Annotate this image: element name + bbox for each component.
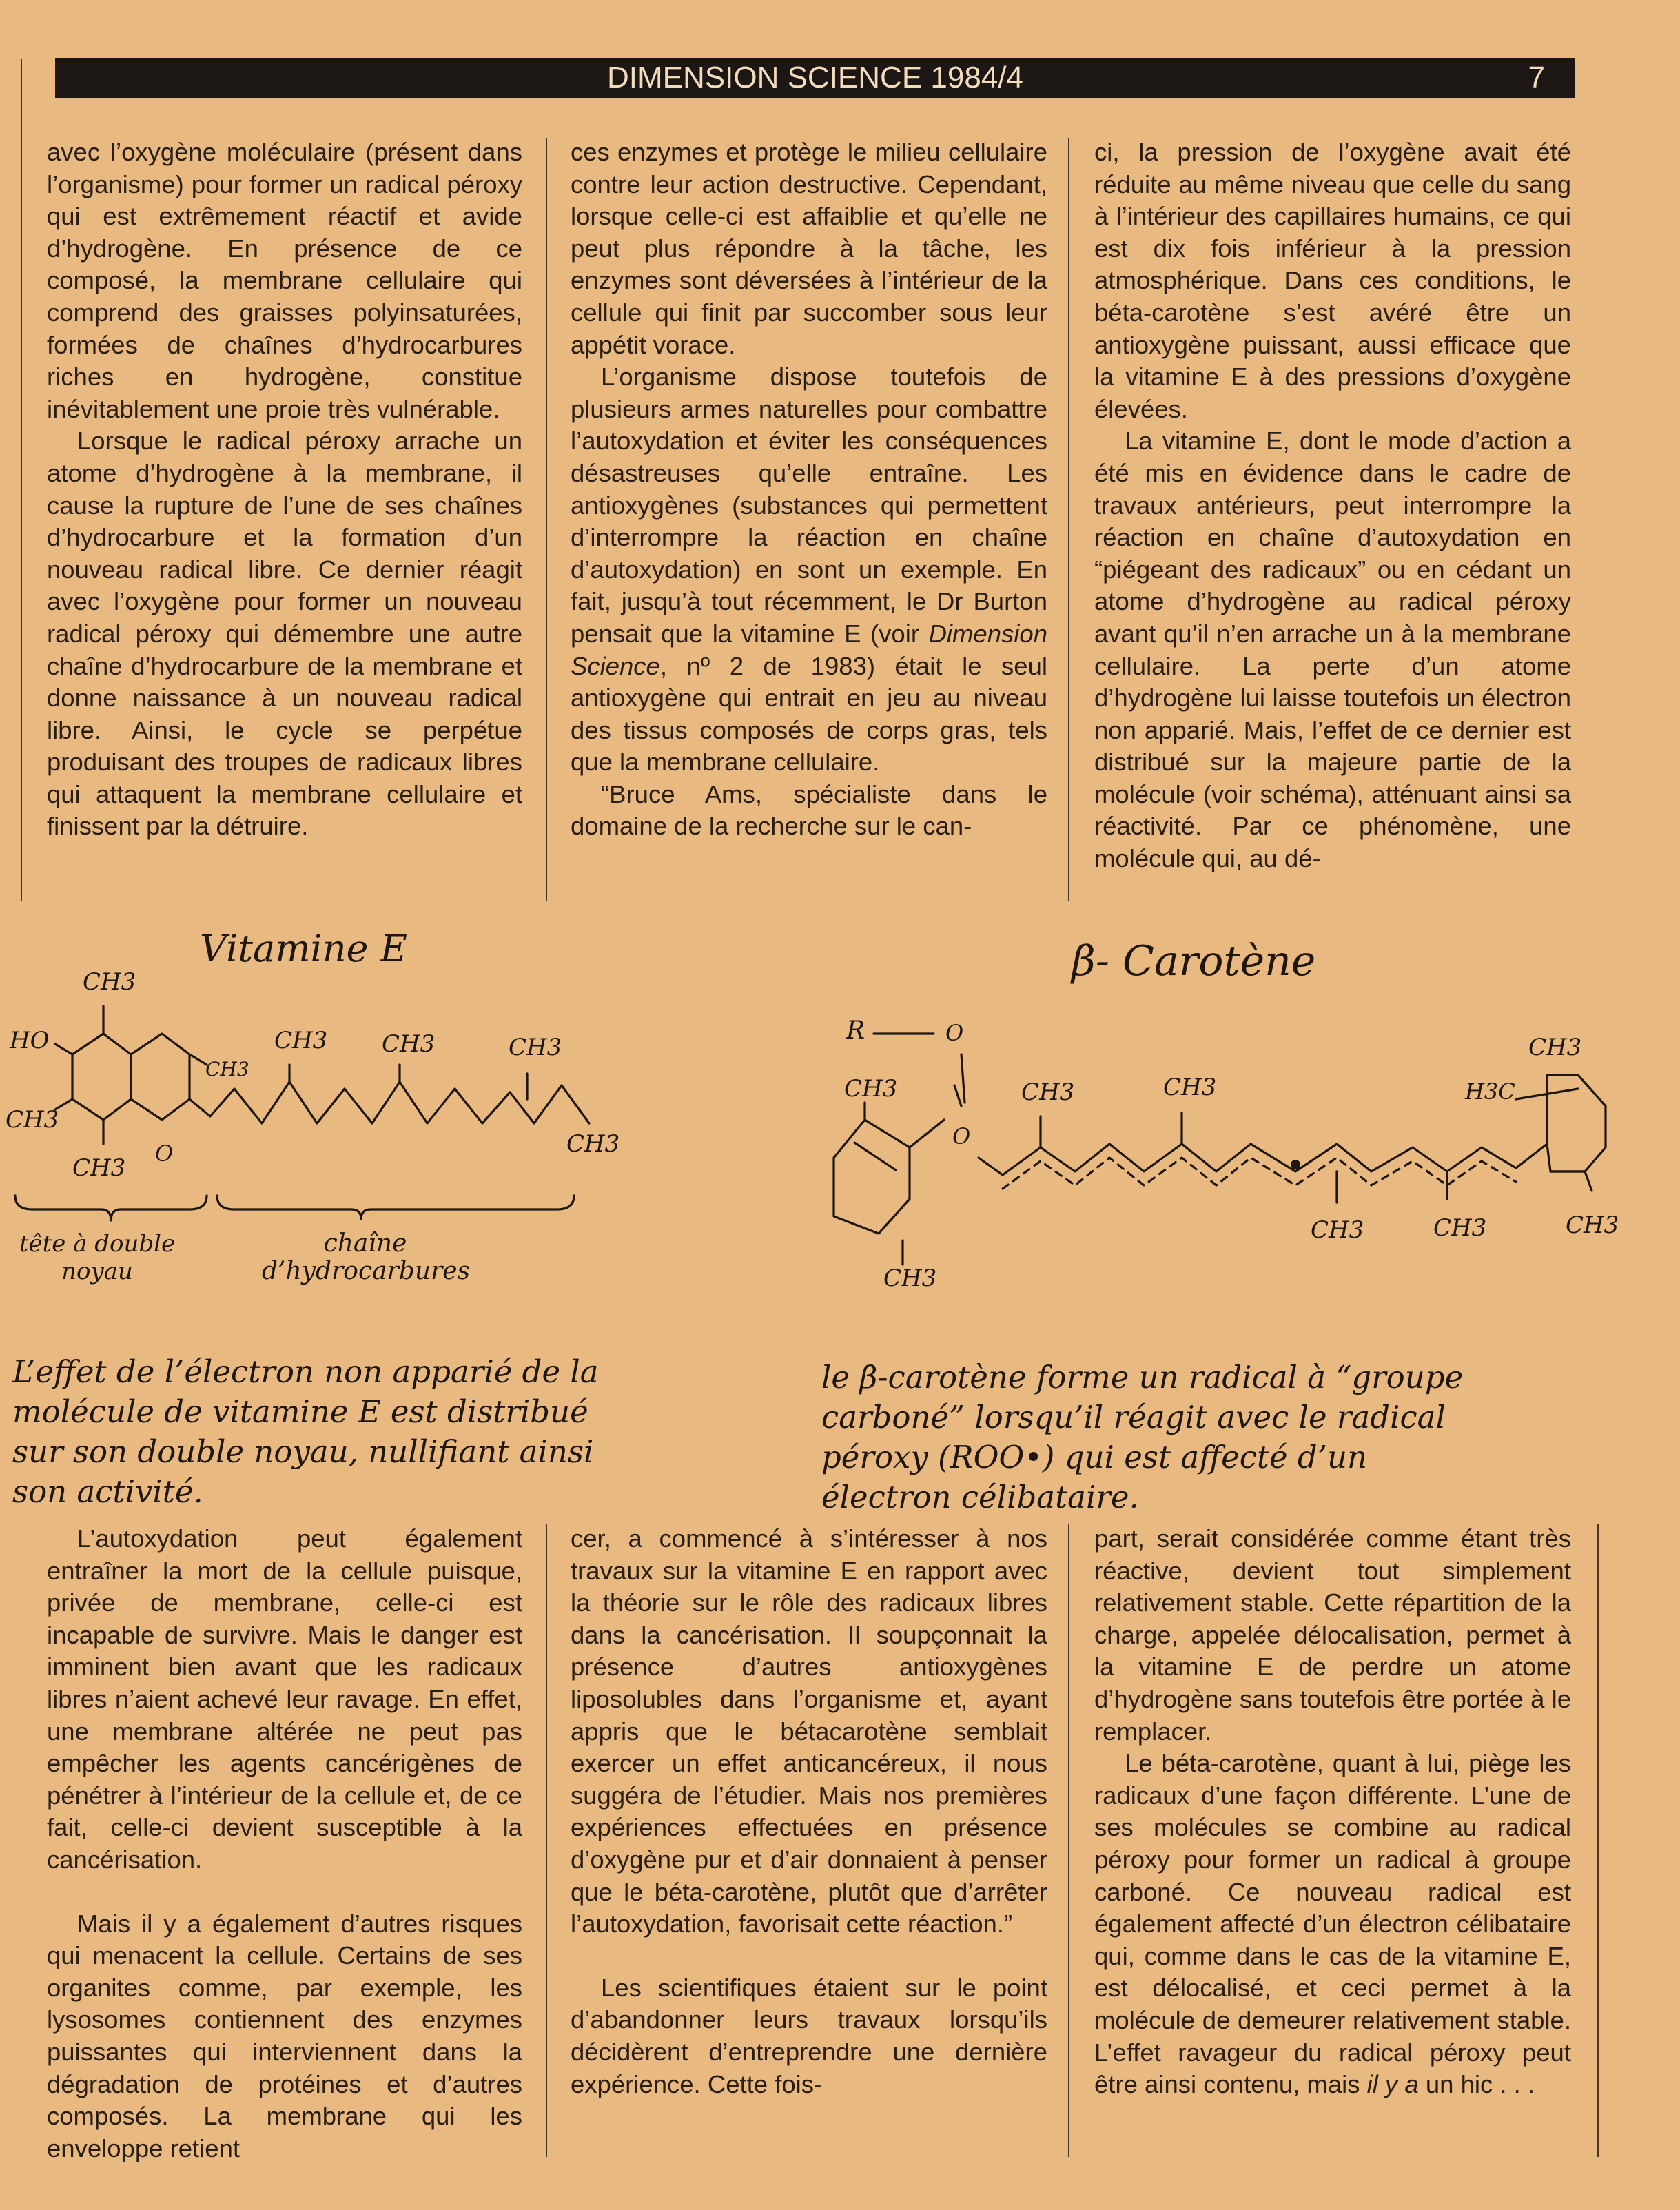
paragraph: Les scientifiques étaient sur le point d’abandonner leurs travaux lorsqu’ils décidèrent d’entreprendre une dernière expérience. Cette fois- [571, 1973, 1047, 2098]
caption-line: électron célibataire. [821, 1479, 1139, 1515]
ch3-label: CH3 [72, 1154, 126, 1182]
page-number: 7 [1528, 61, 1545, 94]
caption-line: L’effet de l’électron non apparié de la [12, 1353, 599, 1390]
ch3-label: CH3 [205, 1058, 249, 1081]
o-label: O [155, 1140, 174, 1167]
bottom-column-1 [47, 1523, 522, 2165]
emphasis-text: il y a [1366, 2070, 1419, 2099]
brace-head-label [4, 1230, 190, 1285]
carotene-chain-dashed [1003, 1158, 1516, 1189]
vitamin-e-ring-2 [131, 1034, 189, 1120]
brace-head-label-line: tête à double [19, 1230, 176, 1258]
carotene-ring-left [834, 1120, 910, 1234]
ch3-label: CH3 [1021, 1078, 1075, 1106]
paragraph: part, serait considérée comme étant très réactive, devient tout simplement relativement stable. Cette répartition de la charge, appelée délocalisation, permet à la vitamine E de perdre un atome d’hydrogène sans toutefois être portée à le remplacer. [1094, 1524, 1571, 1746]
ch3-label: CH3 [1163, 1074, 1217, 1101]
carotene-chain [979, 1144, 1547, 1175]
ch3-label: CH3 [509, 1034, 562, 1061]
header-title: DIMENSION SCIENCE 1984/4 [607, 61, 1023, 94]
paragraph: Le béta-carotène, quant à lui, piège les radicaux d’une façon différente. L’une de ses molécules se combine au radical péroxy pour former un radical à groupe carboné. Ce nouveau radical est également affecté d’un électron célibataire qui, comme dans le cas de la vitamine E, est délocalisé, et ceci permet à la molécule de demeurer relativement stable. L’effet ravageur du radical péroxy peut être ainsi contenu, mais il y a un hic . . . [1094, 1749, 1571, 2099]
ch3-label: CH3 [1433, 1214, 1487, 1242]
vitamin-e-ring-1 [72, 1034, 131, 1120]
vitamin-e-chain [189, 1082, 589, 1123]
paragraph: La vitamine E, dont le mode d’action a été mis en évidence dans le cadre de travaux antérieurs, peut interrompre la réaction en chaîne d’autoxydation en “piégeant des radicaux” ou en cédant un atome d’hydrogène au radical péroxy avant qu’il n’en arrache un à la membrane cellulaire. La perte d’un atome d’hydrogène lui laisse toutefois un électron non apparié. Mais, l’effet de ce dernier est distribué sur la majeure partie de la molécule (voir schéma), atténuant ainsi sa réactivité. Par ce phénomène, une molécule qui, au dé- [1094, 427, 1571, 873]
ch3-label: CH3 [1311, 1216, 1364, 1244]
paragraph: Lorsque le radical péroxy arrache un atome d’hydrogène à la membrane, il cause la rupture de l’une de ses chaînes d’hydrocarbure et la formation d’un nouveau radical libre. Ce dernier réagit avec l’oxygène pour former un nouveau radical péroxy qui démembre une autre chaîne d’hydrocarbure de la membrane et donne naissance à un nouveau radical libre. Ainsi, le cycle se perpétue produisant des troupes de radicaux libres qui attaquent la membrane cellulaire et finissent par la détruire. [47, 427, 522, 841]
caption-line: molécule de vitamine E est distribué [12, 1393, 588, 1430]
paragraph: ci, la pression de l’oxygène avait été réduite au même niveau que celle du sang à l’intérieur des capillaires humains, ce qui est dix fois inférieur à la pression atmosphérique. Dans ces conditions, le béta-carotène s’est avéré être un antioxygène puissant, aussi efficace que la vitamine E à des pressions d’oxygène élevées. [1094, 138, 1571, 423]
bottom-column-2 [571, 1523, 1047, 2100]
caption-line: sur son double noyau, nullifiant ainsi [12, 1433, 594, 1470]
h3c-label: H3C [1465, 1078, 1515, 1105]
brace-chain-label-line: d’hydrocarbures [262, 1257, 470, 1285]
paragraph: “Bruce Ams, spécialiste dans le domaine de la recherche sur le can- [571, 779, 1047, 841]
ho-label: HO [10, 1027, 50, 1054]
closing-text: un hic . . . [1418, 2070, 1535, 2099]
r-label: R [846, 1016, 865, 1045]
brace-head [15, 1196, 207, 1220]
ch3-label: CH3 [274, 1027, 328, 1054]
caption-line: le β-carotène forme un radical à “groupe [821, 1359, 1464, 1395]
ch3-label: CH3 [1566, 1211, 1619, 1239]
paragraph: cer, a commencé à s’intéresser à nos travaux sur la vitamine E en rapport avec la théorie sur le rôle des radicaux libres dans la cancérisation. Il soupçonnait la présence d’autres antioxygènes liposolubles dans l’organisme et, ayant appris que le bétacarotène semblait exercer un effet anticancéreux, il nous suggéra de l’étudier. Mais nos premières expériences effectuées en présence d’oxygène pur et d’air donnaient à penser que le béta-carotène, plutôt que d’arrêter l’autoxydation, favorisait cette réaction.” [571, 1524, 1047, 1938]
brace-chain-label [262, 1230, 469, 1285]
caption-vitamin-e [12, 1352, 805, 1512]
publication-title: Dimension Science [571, 619, 1047, 680]
o-label: O [952, 1123, 971, 1149]
o-label: O [945, 1020, 964, 1046]
paragraph: avec l’oxygène moléculaire (présent dans l’organisme) pour former un radical péroxy qui est extrêmement réactif et avide d’hydrogène. En présence de ce composé, la membrane cellulaire qui comprend des graisses polyinsaturées, formées de chaînes d’hydrocarbures riches en hydrogène, constitue inévitablement une proie très vulnérable. [47, 138, 522, 423]
paragraph: Mais il y a également d’autres risques qui menacent la cellule. Certains de ses organites comme, par exemple, les lysosomes contiennent des enzymes puissantes qui interviennent dans la dégradation de protéines et d’autres composés. La membrane qui les enveloppe retient [47, 1909, 522, 2162]
ch3-label: CH3 [382, 1030, 436, 1058]
unpaired-electron-dot [1291, 1160, 1300, 1169]
bottom-column-3 [1094, 1523, 1571, 2101]
brace-chain-label-line: chaîne [323, 1229, 407, 1258]
caption-line: péroxy (ROO•) qui est affecté d’un [821, 1439, 1368, 1475]
carotene-title: β- Carotène [1072, 937, 1316, 985]
paragraph-text: , nº 2 de 1983) était le seul antioxygène qui entrait en jeu au niveau des tissus composés de corps gras, tels que la membrane cellulaire. [571, 651, 1047, 777]
caption-line: son activité. [12, 1473, 203, 1510]
paragraph: L’autoxydation peut également entraîner la mort de la cellule puisque, privée de membrane, celle-ci est incapable de survivre. Mais le danger est imminent bien avant que les radicaux libres n’aient achevé leur ravage. En effet, une membrane altérée ne peut pas empêcher les agents cancérigènes de pénétrer à l’intérieur de la cellule et, de ce fait, celle-ci devient susceptible à la cancérisation. [47, 1524, 522, 1874]
brace-chain [217, 1196, 574, 1219]
brace-head-label-line: noyau [61, 1258, 133, 1285]
ch3-label: CH3 [1528, 1034, 1582, 1061]
vitamin-e-title: Vitamine E [200, 927, 408, 970]
ch3-label: CH3 [844, 1075, 898, 1103]
ch3-label: CH3 [883, 1265, 937, 1292]
caption-beta-carotene [821, 1358, 1669, 1517]
caption-line: carboné” lorsqu’il réagit avec le radical [821, 1399, 1446, 1435]
ch3-label: CH3 [83, 968, 136, 996]
paragraph-text: L’organisme dispose toutefois de plusieurs armes naturelles pour combattre l’autoxydation et éviter les conséquences désastreuses qu’elle entraîne. Les antioxygènes (substances qui permettent d’interrompre la réaction en chaîne d’autoxydation) en sont un exemple. En fait, jusqu’à tout récemment, le Dr Burton pensait que la vitamine E (voir [571, 362, 1047, 648]
ch3-label: CH3 [6, 1106, 59, 1134]
ch3-label: CH3 [566, 1130, 620, 1158]
paragraph: ces enzymes et protège le milieu cellulaire contre leur action destructive. Cependant, lorsque celle-ci est affaiblie et qu’elle ne peut plus répondre à la tâche, les enzymes sont déversées à l’intérieur de la cellule qui finit par succomber sous leur appétit vorace. [571, 138, 1047, 359]
